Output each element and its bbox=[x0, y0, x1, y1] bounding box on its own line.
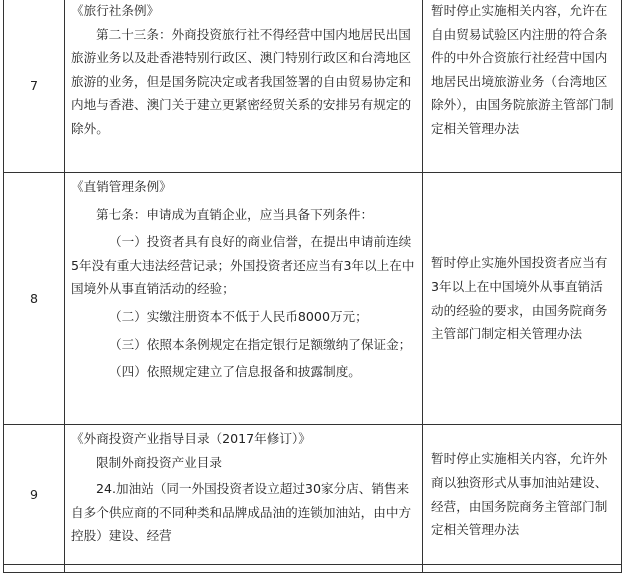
adjustment-text: 暂时停止实施相关内容，允许外商以独资形式从事加油站建设、经营，由国务院商务主管部门制定相关管理办法 bbox=[431, 451, 608, 538]
regulation-content bbox=[65, 425, 423, 565]
regulation-content bbox=[65, 565, 423, 573]
adjustment-note bbox=[423, 565, 622, 573]
regulation-clause: 第七条：申请成为直销企业，应当具备下列条件： bbox=[96, 206, 374, 222]
table-row bbox=[4, 565, 622, 573]
adjustment-note bbox=[423, 0, 622, 173]
regulation-table bbox=[3, 0, 622, 573]
regulation-title: 《直销管理条例》 bbox=[71, 179, 172, 194]
regulation-item: （三）依照本条例规定在指定银行足额缴纳了保证金； bbox=[109, 336, 412, 352]
adjustment-text: 暂时停止实施相关内容，允许在自由贸易试验区内注册的符合条件的中外合资旅行社经营中国内地居民出境旅游业务（台湾地区除外），由国务院旅游主管部门制定相关管理办法 bbox=[431, 3, 614, 136]
regulation-clause: 24.加油站（同一外国投资者设立超过30家分店、销售来自多个供应商的不同种类和品牌成品油的连锁加油站，由中方控股）建设、经营 bbox=[71, 481, 412, 544]
regulation-clause: 限制外商投资产业目录 bbox=[96, 454, 222, 470]
regulation-title: 《外商投资产业指导目录（2017年修订）》 bbox=[71, 431, 311, 446]
table-row bbox=[4, 0, 622, 173]
table-row bbox=[4, 173, 622, 425]
regulation-item: （二）实缴注册资本不低于人民币8000万元； bbox=[109, 308, 368, 324]
row-number: 7 bbox=[4, 0, 65, 173]
adjustment-note bbox=[423, 173, 622, 425]
regulation-title: 《旅行社条例》 bbox=[71, 3, 160, 18]
row-number: 9 bbox=[4, 425, 65, 565]
table-row bbox=[4, 425, 622, 565]
regulation-item: （四）依照规定建立了信息报备和披露制度。 bbox=[109, 364, 361, 380]
adjustment-note bbox=[423, 425, 622, 565]
regulation-clause: 第二十三条：外商投资旅行社不得经营中国内地居民出国旅游业务以及赴香港特别行政区、澳门特别行政区和台湾地区旅游的业务，但是国务院决定或者我国签署的自由贸易协定和内地与香港、澳门关于建立更紧密经贸关系的安排另有规定的除外。 bbox=[71, 26, 412, 136]
regulation-content bbox=[65, 0, 423, 173]
regulation-content bbox=[65, 173, 423, 425]
row-number bbox=[4, 565, 65, 573]
row-number: 8 bbox=[4, 173, 65, 425]
regulation-item: （一）投资者具有良好的商业信誉，在提出申请前连续5年没有重大违法经营记录；外国投资者还应当有3年以上在中国境外从事直销活动的经验； bbox=[71, 234, 415, 297]
adjustment-text: 暂时停止实施外国投资者应当有3年以上在中国境外从事直销活动的经验的要求，由国务院商务主管部门制定相关管理办法 bbox=[431, 255, 608, 342]
